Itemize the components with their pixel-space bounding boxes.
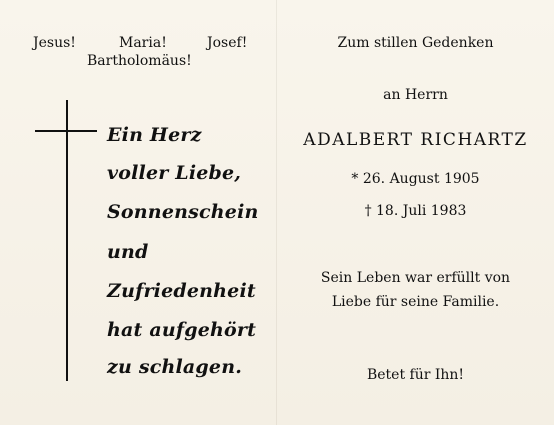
cross-icon-vertical <box>66 100 68 381</box>
invocation-josef: Josef! <box>207 35 248 51</box>
memorial-message-line-1: Sein Leben war erfüllt von <box>320 270 511 286</box>
poem-line-4: und <box>107 241 149 263</box>
poem-line-2: voller Liebe, <box>107 162 242 184</box>
memorial-heading: Zum stillen Gedenken <box>337 35 494 51</box>
recipient-prefix: an Herrn <box>383 87 448 103</box>
cross-icon-horizontal <box>35 130 97 132</box>
poem-line-3: Sonnenschein <box>107 201 259 223</box>
birth-date: * 26. August 1905 <box>351 171 480 187</box>
memorial-message-line-2: Liebe für seine Familie. <box>331 294 500 310</box>
death-date: † 18. Juli 1983 <box>364 203 467 219</box>
poem-line-6: hat aufgehört <box>107 319 257 341</box>
prayer-request: Betet für Ihn! <box>366 367 465 383</box>
invocation-maria: Maria! <box>119 35 167 51</box>
invocation-bartholomaeus: Bartholomäus! <box>87 53 192 69</box>
poem-line-5: Zufriedenheit <box>107 280 256 302</box>
deceased-name: ADALBERT RICHARTZ <box>303 130 528 150</box>
invocation-jesus: Jesus! <box>33 35 76 51</box>
poem-line-1: Ein Herz <box>107 124 202 146</box>
right-panel <box>277 0 554 425</box>
poem-line-7: zu schlagen. <box>107 356 243 378</box>
